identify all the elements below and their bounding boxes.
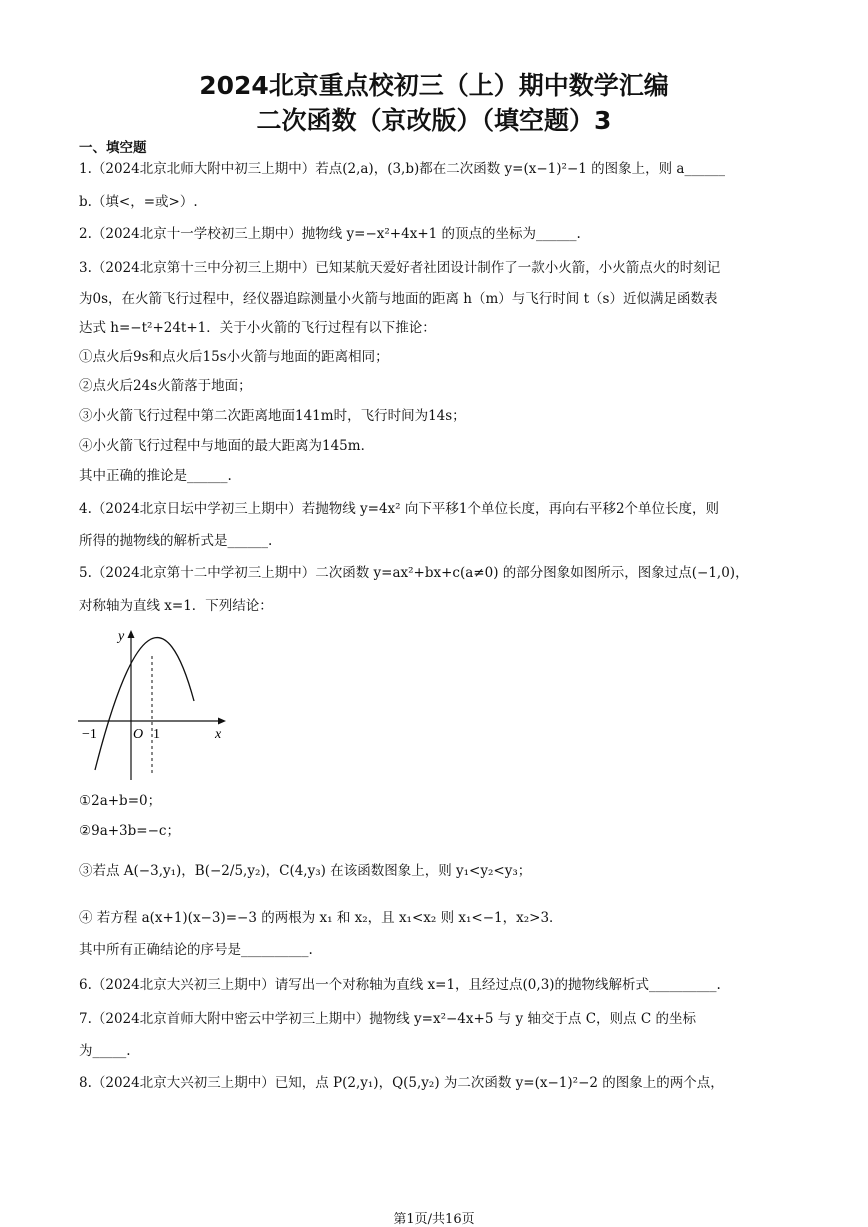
text-line: ④小火箭飞行过程中与地面的最大距离为145m．	[79, 438, 375, 454]
x-axis-arrow	[218, 718, 226, 725]
text-line: 6.（2024北京大兴初三上期中）请写出一个对称轴为直线 x=1，且经过点(0,3)的抛物线解析式__________.	[79, 977, 721, 993]
text-line: 达式 h=−t²+24t+1．关于小火箭的飞行过程有以下推论：	[79, 320, 436, 336]
x-axis-label: x	[215, 727, 222, 742]
section-heading: 一、填空题	[79, 140, 147, 156]
page-title-line1: 2024北京重点校初三（上）期中数学汇编	[199, 71, 669, 100]
text-line: b.（填<，=或>）.	[79, 194, 198, 210]
text-line: 其中正确的推论是______.	[79, 468, 232, 484]
text-line: 对称轴为直线 x=1．下列结论：	[79, 598, 273, 614]
text-line: 8.（2024北京大兴初三上期中）已知，点 P(2,y₁)，Q(5,y₂) 为二次函数 y=(x−1)²−2 的图象上的两个点，	[79, 1075, 724, 1091]
text-line: ④ 若方程 a(x+1)(x−3)=−3 的两根为 x₁ 和 x₂，且 x₁<x₂ 则 x₁<−1，x₂>3．	[79, 910, 563, 926]
page-title-line2: 二次函数（京改版）（填空题）3	[256, 106, 612, 135]
text-line: ③若点 A(−3,y₁)，B(−2/5,y₂)，C(4,y₃) 在该函数图象上，则 y₁<y₂<y₃；	[79, 863, 532, 879]
text-line: 4.（2024北京日坛中学初三上期中）若抛物线 y=4x² 向下平移1个单位长度，再向右平移2个单位长度，则	[79, 501, 720, 517]
text-line: 3.（2024北京第十三中分初三上期中）已知某航天爱好者社团设计制作了一款小火箭，小火箭点火的时刻记	[79, 260, 721, 276]
page-footer: 第1页/共16页	[393, 1212, 475, 1227]
y-axis-arrow	[128, 630, 135, 638]
text-line: 1.（2024北京北师大附中初三上期中）若点(2,a)，(3,b)都在二次函数 y=(x−1)²−1 的图象上，则 a______	[79, 161, 725, 177]
text-line: 2.（2024北京十一学校初三上期中）抛物线 y=−x²+4x+1 的顶点的坐标为______.	[79, 226, 581, 242]
text-line: ①点火后9s和点火后15s小火箭与地面的距离相同；	[79, 349, 389, 365]
text-line: 7.（2024北京首师大附中密云中学初三上期中）抛物线 y=x²−4x+5 与 y 轴交于点 C，则点 C 的坐标	[79, 1011, 696, 1027]
origin-label: O	[133, 727, 144, 742]
text-line: 为_____.	[79, 1043, 131, 1059]
text-line: 5.（2024北京第十二中学初三上期中）二次函数 y=ax²+bx+c(a≠0) 的部分图象如图所示，图象过点(−1,0)，	[79, 565, 749, 581]
parabola-curve	[95, 638, 194, 770]
text-line: 为0s，在火箭飞行过程中，经仪器追踪测量小火箭与地面的距离 h（m）与飞行时间 t（s）近似满足函数表	[79, 291, 718, 307]
neg-one-label: −1	[82, 727, 97, 742]
text-line: ②点火后24s火箭落于地面；	[79, 378, 252, 394]
one-label: 1	[153, 727, 160, 742]
text-line: ③小火箭飞行过程中第二次距离地面141m时，飞行时间为14s；	[79, 408, 466, 424]
text-line: 所得的抛物线的解析式是______.	[79, 533, 273, 549]
text-line: ①2a+b=0；	[79, 793, 162, 809]
text-line: ②9a+3b=−c；	[79, 823, 180, 839]
parabola-figure	[76, 622, 236, 787]
text-line: 其中所有正确结论的序号是__________.	[79, 942, 313, 958]
y-axis-label: y	[118, 629, 125, 644]
